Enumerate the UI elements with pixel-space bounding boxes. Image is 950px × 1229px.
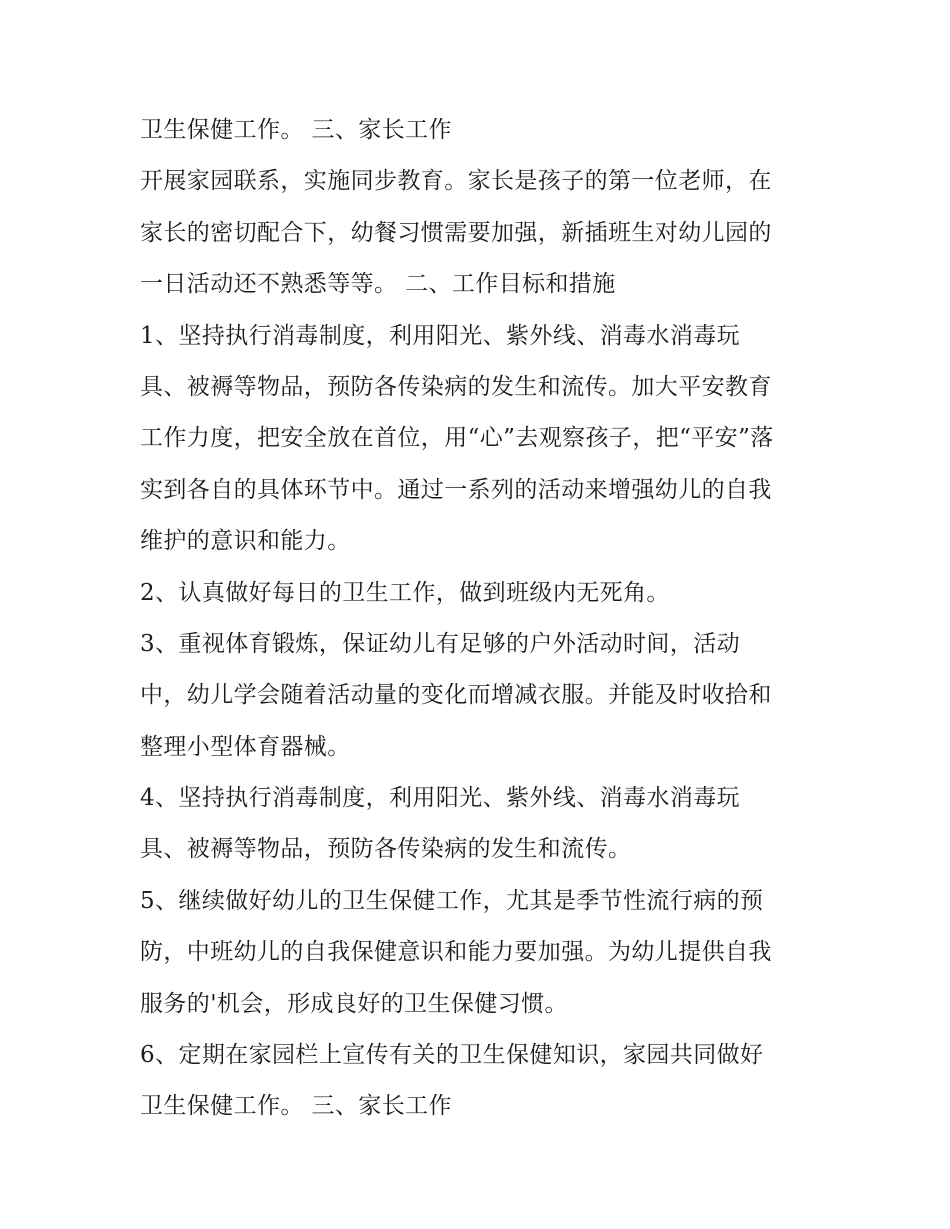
text-line: 开展家园联系，实施同步教育。家长是孩子的第一位老师，在 bbox=[140, 168, 772, 195]
text-line: 家长的密切配合下，幼餐习惯需要加强，新插班生对幼儿园的 bbox=[140, 219, 772, 246]
text-line: 防，中班幼儿的自我保健意识和能力要加强。为幼儿提供自我 bbox=[140, 939, 772, 966]
text-line: 1、坚持执行消毒制度，利用阳光、紫外线、消毒水消毒玩 bbox=[140, 322, 741, 349]
text-line: 具、被褥等物品，预防各传染病的发生和流传。加大平安教育 bbox=[140, 373, 772, 400]
text-line: 维护的意识和能力。 bbox=[140, 528, 351, 555]
document-body bbox=[140, 111, 840, 1139]
text-line: 工作力度，把安全放在首位，用“心”去观察孩子，把“平安”落 bbox=[140, 425, 774, 452]
text-line: 4、坚持执行消毒制度，利用阳光、紫外线、消毒水消毒玩 bbox=[140, 785, 741, 812]
text-line: 整理小型体育器械。 bbox=[140, 733, 351, 760]
text-line: 卫生保健工作。 三、家长工作 bbox=[140, 1093, 452, 1120]
text-line: 2、认真做好每日的卫生工作，做到班级内无死角。 bbox=[140, 579, 670, 606]
text-line: 中，幼儿学会随着活动量的变化而增减衣服。并能及时收拾和 bbox=[140, 682, 772, 709]
text-line: 5、继续做好幼儿的卫生保健工作，尤其是季节性流行病的预 bbox=[140, 887, 764, 914]
text-line: 具、被褥等物品，预防各传染病的发生和流传。 bbox=[140, 836, 632, 863]
text-line: 卫生保健工作。 三、家长工作 bbox=[140, 117, 452, 143]
text-line: 6、定期在家园栏上宣传有关的卫生保健知识，家园共同做好 bbox=[140, 1042, 764, 1069]
text-line: 实到各自的具体环节中。通过一系列的活动来增强幼儿的自我 bbox=[140, 476, 772, 503]
text-line: 3、重视体育锻炼，保证幼儿有足够的户外活动时间，活动 bbox=[140, 630, 741, 657]
text-line: 服务的'机会，形成良好的卫生保健习惯。 bbox=[140, 990, 568, 1017]
text-line: 一日活动还不熟悉等等。 二、工作目标和措施 bbox=[140, 271, 616, 298]
